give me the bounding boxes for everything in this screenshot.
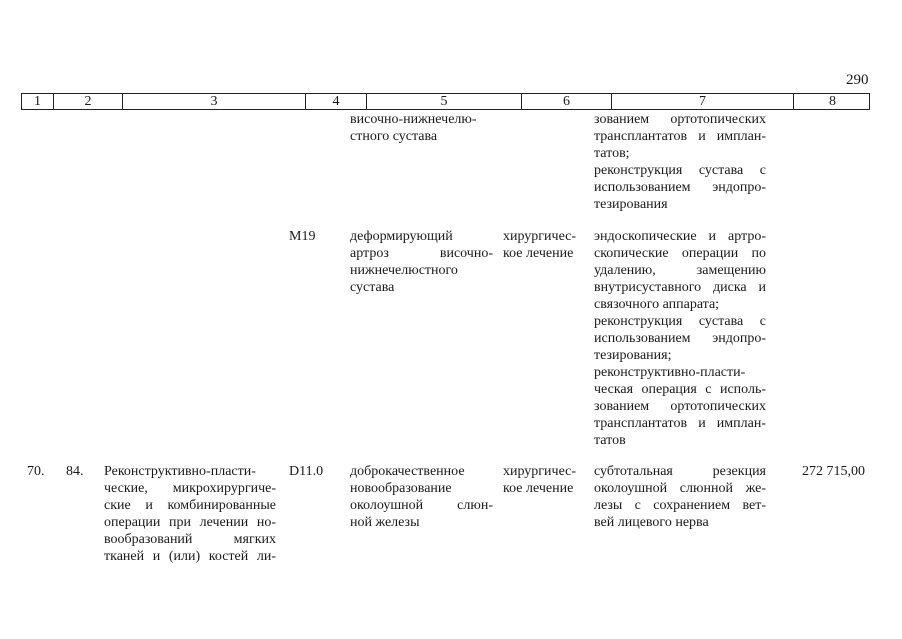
- header-col-8: 8: [793, 94, 871, 109]
- row2-group-number: 84.: [66, 464, 84, 479]
- row2-treatment-type: хирургичес- кое лечение: [503, 464, 577, 496]
- row0-method: зованием ортотопических трансплантатов и имплан- татов; реконструкция сустава с использованием эндопро- тезирования: [594, 112, 766, 212]
- row2-method: субтотальная резекция околоушной слюнной же- лезы с сохранением вет- вей лицевого нерва: [594, 464, 766, 530]
- header-col-6: 6: [521, 94, 611, 109]
- row2-cost: 272 715,00: [802, 464, 865, 479]
- row1-method: эндоскопические и артро- скопические операции по удалению, замещению внутрисуставного диска и связочного аппарата; реконструкция сустава с использованием эндопро- тезирования; реконструктивно-пласти- ческая операция с исполь- зованием ортотопических трансплантатов и имплан- татов: [594, 229, 766, 448]
- header-col-4: 4: [305, 94, 366, 109]
- row2-care-type: Реконструктивно-пласти- ческие, микрохирургиче- ские и комбинированные операции при лечении но- вообразований мягких тканей и (или) костей ли-: [104, 464, 276, 564]
- row1-diagnosis: деформирующий артроз височно- нижнечелюстного сустава: [350, 229, 493, 295]
- row1-treatment-type: хирургичес- кое лечение: [503, 229, 577, 261]
- header-col-2: 2: [53, 94, 122, 109]
- header-col-3: 3: [122, 94, 305, 109]
- row2-diagnosis: доброкачественное новообразование околоушной слюн- ной железы: [350, 464, 493, 530]
- row2-icd-code: D11.0: [289, 464, 324, 479]
- table-header-row: [21, 93, 870, 110]
- header-col-7: 7: [611, 94, 793, 109]
- header-col-1: 1: [34, 94, 41, 109]
- row0-diagnosis: височно-нижнечелю- стного сустава: [350, 112, 477, 144]
- header-col-5: 5: [366, 94, 521, 109]
- row1-icd-code: M19: [289, 229, 316, 244]
- page-number: 290: [846, 72, 869, 88]
- row2-number: 70.: [27, 464, 45, 479]
